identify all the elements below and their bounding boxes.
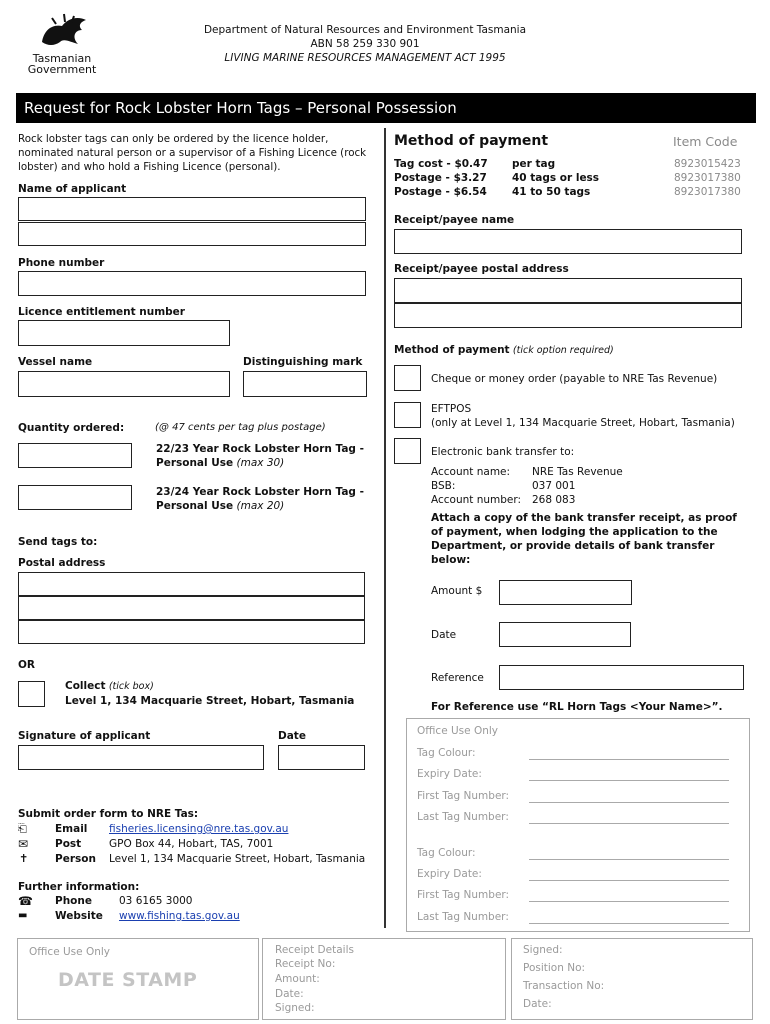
vessel-label: Vessel name xyxy=(18,356,93,368)
signature-label: Signature of applicant xyxy=(18,730,151,742)
acct-no-key: Account number: xyxy=(431,494,522,506)
submit-person-row xyxy=(18,852,380,867)
person-address: Level 1, 134 Macquarie Street, Hobart, Tasmania xyxy=(109,853,366,865)
envelope-icon: ✉ xyxy=(18,837,29,851)
office-field-5: Tag Colour: xyxy=(417,847,476,859)
further-phone-label: Phone xyxy=(55,895,92,907)
logo-text-2: Government xyxy=(27,63,97,76)
method-label-wrap xyxy=(394,343,614,358)
office-field-3: First Tag Number: xyxy=(417,790,510,802)
office-field-2: Expiry Date: xyxy=(417,768,482,780)
submit-title: Submit order form to NRE Tas: xyxy=(18,808,199,820)
receipt-line-1: Receipt Details xyxy=(275,944,354,956)
signed-line-1: Signed: xyxy=(523,944,563,956)
office-line-4 xyxy=(529,823,729,824)
name-field-1[interactable] xyxy=(18,197,366,221)
office-line-2 xyxy=(529,780,729,781)
postal-field-2[interactable] xyxy=(18,596,365,620)
submit-post-label: Post xyxy=(55,838,82,850)
tag2-max: (max 20) xyxy=(236,500,285,512)
tag1-max: (max 30) xyxy=(236,457,285,469)
postal-field-1[interactable] xyxy=(18,572,365,596)
receipt-line-2: Receipt No: xyxy=(275,958,336,970)
office-line-3 xyxy=(529,802,729,803)
signed-line-4: Date: xyxy=(523,998,552,1010)
mouse-icon: ⎗ xyxy=(18,822,27,835)
acct-name-value: NRE Tas Revenue xyxy=(532,466,623,478)
collect-label: Collect xyxy=(65,680,106,692)
sig-date-field[interactable] xyxy=(278,745,365,770)
submit-email-row xyxy=(18,822,380,837)
licence-label: Licence entitlement number xyxy=(18,306,185,318)
signed-line-2: Position No: xyxy=(523,962,586,974)
name-field-2[interactable] xyxy=(18,222,366,246)
mark-field[interactable] xyxy=(243,371,367,397)
computer-icon: ▬ xyxy=(18,910,28,921)
signed-box xyxy=(511,938,753,1020)
bank-date-field[interactable] xyxy=(499,622,631,647)
person-icon: ✝ xyxy=(19,852,29,865)
attach-note: Attach a copy of the bank transfer receipt, as proof of payment, when lodging the application to the Department, or provide details of bank transfer below: xyxy=(431,512,737,566)
sig-date-label: Date xyxy=(278,730,306,742)
tag1-qty-field[interactable] xyxy=(18,443,132,468)
footer-office-box xyxy=(17,938,259,1020)
cost-code: 8923015423 xyxy=(674,158,741,170)
name-label: Name of applicant xyxy=(18,183,127,195)
acct-name-key: Account name: xyxy=(431,466,511,478)
cost-name: Postage - $3.27 xyxy=(394,172,487,184)
amount-field[interactable] xyxy=(499,580,632,605)
qty-label: Quantity ordered: xyxy=(18,422,125,434)
ebt-label: Electronic bank transfer to: xyxy=(431,446,575,458)
acct-no-value: 268 083 xyxy=(532,494,576,506)
submit-person-label: Person xyxy=(55,853,96,865)
vessel-field[interactable] xyxy=(18,371,230,397)
phone-icon: ☎ xyxy=(18,894,33,908)
collect-checkbox[interactable] xyxy=(18,681,45,707)
collect-note: (tick box) xyxy=(108,681,154,692)
cost-desc: 41 to 50 tags xyxy=(512,186,591,198)
act-name: LIVING MARINE RESOURCES MANAGEMENT ACT 1995 xyxy=(224,52,506,64)
tasmanian-tiger-icon xyxy=(34,12,94,50)
tag2-label-b: Personal Use xyxy=(156,500,234,512)
postal-label: Postal address xyxy=(18,557,106,569)
office-use-box xyxy=(406,718,750,932)
further-rows xyxy=(18,894,380,924)
office-line-8 xyxy=(529,923,729,924)
tag2-qty-field[interactable] xyxy=(18,485,132,510)
reference-label: Reference xyxy=(431,672,484,684)
cost-row-1 xyxy=(394,157,744,171)
logo-text-1: Tasmanian xyxy=(32,52,92,65)
office-line-1 xyxy=(529,759,729,760)
cost-name: Tag cost - $0.47 xyxy=(394,158,488,170)
cost-desc: per tag xyxy=(512,158,556,170)
qty-note: (@ 47 cents per tag plus postage) xyxy=(155,422,326,433)
office-line-7 xyxy=(529,901,729,902)
intro-text: Rock lobster tags can only be ordered by the licence holder, nominated natural person or a supervisor of a Fishing Licence (rock lobster) and who hold a Fishing Licence (personal). xyxy=(18,133,367,173)
payee-addr-field-1[interactable] xyxy=(394,278,742,303)
office-line-6 xyxy=(529,880,729,881)
reference-note: For Reference use “RL Horn Tags <Your Name>”. xyxy=(431,701,723,713)
further-title: Further information: xyxy=(18,881,140,893)
tas-government-logo xyxy=(22,12,102,76)
cheque-checkbox[interactable] xyxy=(394,365,421,391)
page-title: Request for Rock Lobster Horn Tags – Personal Possession xyxy=(24,99,457,117)
cost-name: Postage - $6.54 xyxy=(394,186,487,198)
phone-field[interactable] xyxy=(18,271,366,296)
licence-field[interactable] xyxy=(18,320,230,346)
website-link[interactable]: www.fishing.tas.gov.au xyxy=(119,910,240,922)
or-label: OR xyxy=(18,659,36,671)
further-phone-row xyxy=(18,894,380,909)
payee-name-label: Receipt/payee name xyxy=(394,214,515,226)
further-website-label: Website xyxy=(55,910,103,922)
post-address: GPO Box 44, Hobart, TAS, 7001 xyxy=(109,838,274,850)
collect-label-wrap xyxy=(65,679,154,694)
tag2-label-a: 23/24 Year Rock Lobster Horn Tag - xyxy=(156,486,364,498)
office-field-4: Last Tag Number: xyxy=(417,811,509,823)
payee-addr-label: Receipt/payee postal address xyxy=(394,263,569,275)
column-divider xyxy=(384,128,386,928)
receipt-line-4: Date: xyxy=(275,988,304,1000)
payee-name-field[interactable] xyxy=(394,229,742,254)
tag1-label-b-wrap xyxy=(156,456,284,470)
office-line-5 xyxy=(529,859,729,860)
phone-label: Phone number xyxy=(18,257,105,269)
further-website-row xyxy=(18,909,380,924)
ebt-checkbox[interactable] xyxy=(394,438,421,464)
bank-date-label: Date xyxy=(431,629,457,641)
item-code-header: Item Code xyxy=(673,134,738,149)
footer-office-title: Office Use Only xyxy=(29,946,110,958)
office-use-title: Office Use Only xyxy=(417,725,498,737)
cost-desc: 40 tags or less xyxy=(512,172,600,184)
method-title: Method of payment xyxy=(394,133,549,149)
email-link[interactable]: fisheries.licensing@nre.tas.gov.au xyxy=(109,823,289,835)
office-field-8: Last Tag Number: xyxy=(417,911,509,923)
bsb-key: BSB: xyxy=(431,480,456,492)
tag2-label-b-wrap xyxy=(156,499,284,513)
method-note: (tick option required) xyxy=(512,345,614,356)
abn: ABN 58 259 330 901 xyxy=(310,38,420,50)
further-phone-value: 03 6165 3000 xyxy=(119,895,193,907)
submit-post-row xyxy=(18,837,380,852)
submit-email-label: Email xyxy=(55,823,88,835)
date-stamp: DATE STAMP xyxy=(58,969,198,991)
method-label: Method of payment xyxy=(394,344,510,356)
receipt-box xyxy=(262,938,506,1020)
signature-field[interactable] xyxy=(18,745,264,770)
title-bar xyxy=(16,93,756,123)
dept-name: Department of Natural Resources and Environment Tasmania xyxy=(203,24,527,36)
reference-field[interactable] xyxy=(499,665,744,690)
office-field-1: Tag Colour: xyxy=(417,747,476,759)
tag1-label-b: Personal Use xyxy=(156,457,234,469)
cost-code: 8923017380 xyxy=(674,186,741,198)
office-field-7: First Tag Number: xyxy=(417,889,510,901)
send-label: Send tags to: xyxy=(18,536,98,548)
collect-address: Level 1, 134 Macquarie Street, Hobart, Tasmania xyxy=(65,695,355,707)
eftpos-checkbox[interactable] xyxy=(394,402,421,428)
bsb-value: 037 001 xyxy=(532,480,576,492)
postal-field-3[interactable] xyxy=(18,620,365,644)
receipt-line-3: Amount: xyxy=(275,973,320,985)
cost-code: 8923017380 xyxy=(674,172,741,184)
tag1-label-a: 22/23 Year Rock Lobster Horn Tag - xyxy=(156,443,364,455)
receipt-line-5: Signed: xyxy=(275,1002,315,1014)
cost-row-3 xyxy=(394,185,744,199)
cost-row-2 xyxy=(394,171,744,185)
signed-line-3: Transaction No: xyxy=(523,980,605,992)
office-field-6: Expiry Date: xyxy=(417,868,482,880)
eftpos-note: (only at Level 1, 134 Macquarie Street, Hobart, Tasmania) xyxy=(431,417,735,429)
payee-addr-field-2[interactable] xyxy=(394,303,742,328)
cheque-label: Cheque or money order (payable to NRE Tas Revenue) xyxy=(431,373,718,385)
amount-label: Amount $ xyxy=(431,585,483,597)
eftpos-label: EFTPOS xyxy=(431,403,472,415)
submit-row xyxy=(18,822,380,867)
mark-label: Distinguishing mark xyxy=(243,356,363,368)
